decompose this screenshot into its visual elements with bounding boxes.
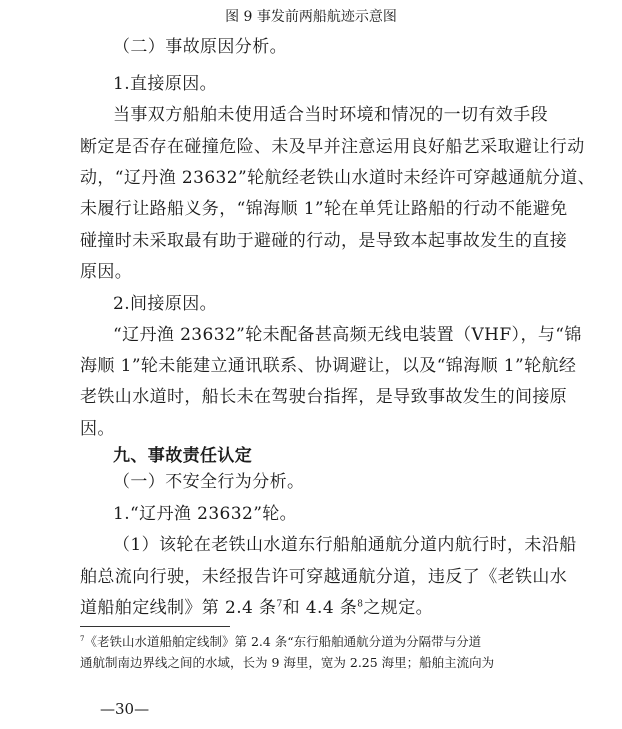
paragraph-line: （1）该轮在老铁山水道东行船舶通航分道内航行时，未沿船 <box>113 535 577 555</box>
text-fragment: 和 4.4 条 <box>282 598 358 618</box>
footnote-line: 通航制南边界线之间的水域，长为 9 海里，宽为 2.25 海里；船舶主流向为 <box>80 655 495 670</box>
paragraph-line: “辽丹渔 23632”轮未配备甚高频无线电装置（VHF），与“锦 <box>113 325 582 345</box>
page-number: —30— <box>100 700 150 718</box>
subsection-heading: （二）事故原因分析。 <box>113 37 287 57</box>
footnote-marker: 7 <box>80 634 85 643</box>
footnote-ref: 7 <box>276 599 283 610</box>
subheading-indirect-cause: 2.间接原因。 <box>113 294 218 314</box>
subheading-vessel: 1.“辽丹渔 23632”轮。 <box>113 504 298 524</box>
paragraph-line: 断定是否存在碰撞危险、未及早并注意运用良好船艺采取避让行动 <box>80 137 585 157</box>
paragraph-line-with-footnote-refs <box>80 598 560 618</box>
paragraph-line: 未履行让路船义务，“锦海顺 1”轮在单凭让路船的行动不能避免 <box>80 199 568 219</box>
paragraph-line: 当事双方船舶未使用适合当时环境和情况的一切有效手段 <box>113 105 548 125</box>
paragraph-line: 老铁山水道时，船长未在驾驶台指挥，是导致事故发生的间接原 <box>80 387 568 407</box>
text-fragment: 之规定。 <box>363 598 433 618</box>
footnote-divider <box>80 626 230 627</box>
footnote-line <box>80 634 560 650</box>
footnote-text: 《老铁山水道船舶定线制》第 2.4 条“东行船舶通航分道为分隔带与分道 <box>84 634 482 649</box>
paragraph-line: 原因。 <box>80 262 133 282</box>
subheading-direct-cause: 1.直接原因。 <box>113 74 218 94</box>
paragraph-line: 舶总流向行驶，未经报告许可穿越通航分道，违反了《老铁山水 <box>80 567 568 587</box>
paragraph-line: 碰撞时未采取最有助于避碰的行动，是导致本起事故发生的直接 <box>80 231 568 251</box>
footnote-ref: 8 <box>357 599 364 610</box>
paragraph-line: 海顺 1”轮未能建立通讯联系、协调避让，以及“锦海顺 1”轮航经 <box>80 356 577 376</box>
figure-caption: 图 9 事发前两船航迹示意图 <box>225 9 397 25</box>
paragraph-line: 因。 <box>80 419 115 439</box>
subsection-heading: （一）不安全行为分析。 <box>113 472 305 492</box>
paragraph-line: 动，“辽丹渔 23632”轮航经老铁山水道时未经许可穿越通航分道、 <box>80 168 596 188</box>
text-fragment: 道船舶定线制》第 2.4 条 <box>80 598 277 618</box>
section-heading: 九、事故责任认定 <box>113 446 253 466</box>
